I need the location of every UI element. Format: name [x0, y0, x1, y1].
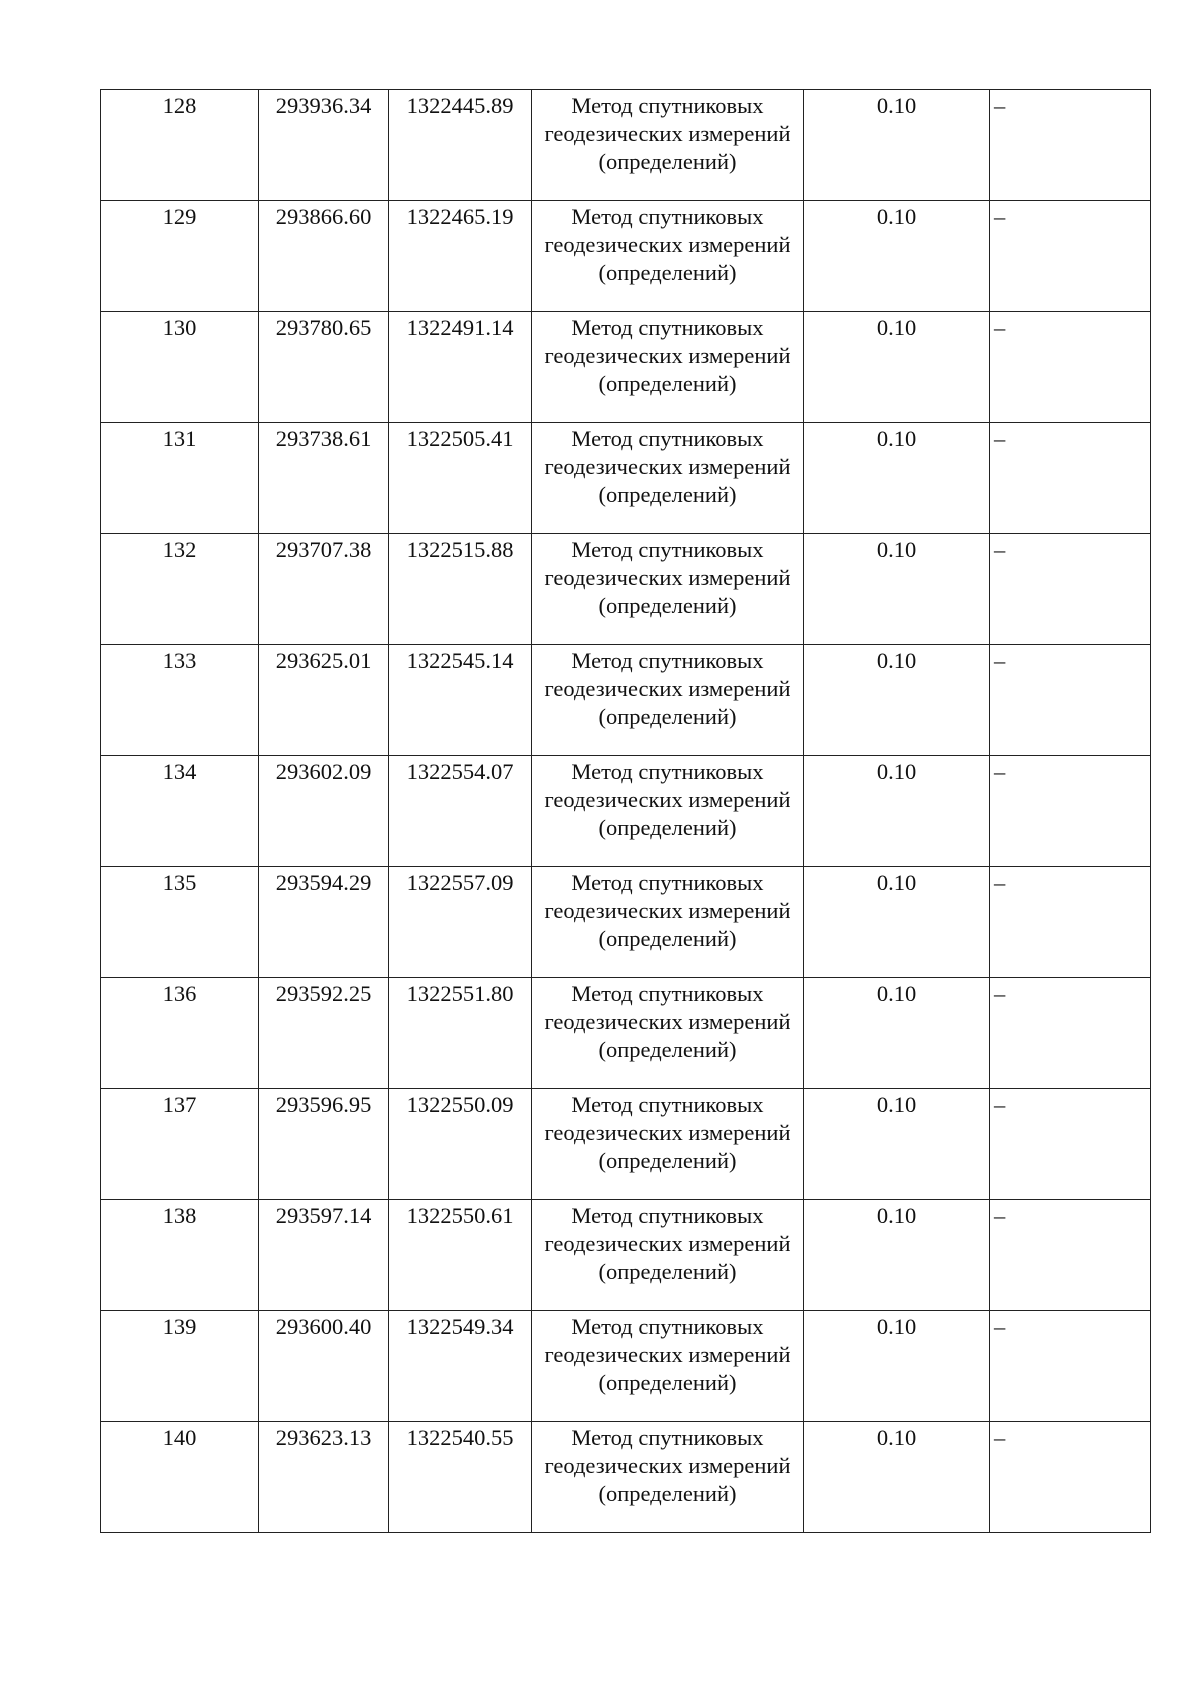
- point-number-cell: 137: [101, 1089, 259, 1200]
- table-row: [101, 1311, 1151, 1422]
- x-coordinate-cell: 293596.95: [259, 1089, 389, 1200]
- coordinates-table: [100, 89, 1151, 1533]
- accuracy-cell: 0.10: [804, 90, 990, 201]
- method-cell: Метод спутниковых геодезических измерений (определений): [532, 1200, 804, 1311]
- point-number-cell: 138: [101, 1200, 259, 1311]
- x-coordinate-cell: 293780.65: [259, 312, 389, 423]
- point-number-cell: 128: [101, 90, 259, 201]
- point-number-cell: 139: [101, 1311, 259, 1422]
- y-coordinate-cell: 1322445.89: [389, 90, 532, 201]
- method-cell: Метод спутниковых геодезических измерений (определений): [532, 756, 804, 867]
- table-row: [101, 423, 1151, 534]
- coordinates-table-body: [101, 90, 1151, 1533]
- accuracy-cell: 0.10: [804, 645, 990, 756]
- accuracy-cell: 0.10: [804, 1311, 990, 1422]
- method-cell: Метод спутниковых геодезических измерений (определений): [532, 867, 804, 978]
- table-row: [101, 1200, 1151, 1311]
- y-coordinate-cell: 1322551.80: [389, 978, 532, 1089]
- accuracy-cell: 0.10: [804, 867, 990, 978]
- table-row: [101, 312, 1151, 423]
- description-cell: –: [990, 756, 1151, 867]
- accuracy-cell: 0.10: [804, 978, 990, 1089]
- description-cell: –: [990, 1422, 1151, 1533]
- point-number-cell: 135: [101, 867, 259, 978]
- accuracy-cell: 0.10: [804, 1200, 990, 1311]
- y-coordinate-cell: 1322515.88: [389, 534, 532, 645]
- description-cell: –: [990, 1200, 1151, 1311]
- description-cell: –: [990, 534, 1151, 645]
- accuracy-cell: 0.10: [804, 534, 990, 645]
- point-number-cell: 130: [101, 312, 259, 423]
- point-number-cell: 129: [101, 201, 259, 312]
- y-coordinate-cell: 1322549.34: [389, 1311, 532, 1422]
- description-cell: –: [990, 423, 1151, 534]
- description-cell: –: [990, 1089, 1151, 1200]
- description-cell: –: [990, 867, 1151, 978]
- point-number-cell: 140: [101, 1422, 259, 1533]
- point-number-cell: 131: [101, 423, 259, 534]
- table-row: [101, 867, 1151, 978]
- method-cell: Метод спутниковых геодезических измерений (определений): [532, 1311, 804, 1422]
- x-coordinate-cell: 293602.09: [259, 756, 389, 867]
- accuracy-cell: 0.10: [804, 756, 990, 867]
- method-cell: Метод спутниковых геодезических измерений (определений): [532, 978, 804, 1089]
- y-coordinate-cell: 1322491.14: [389, 312, 532, 423]
- accuracy-cell: 0.10: [804, 1422, 990, 1533]
- y-coordinate-cell: 1322550.61: [389, 1200, 532, 1311]
- y-coordinate-cell: 1322550.09: [389, 1089, 532, 1200]
- method-cell: Метод спутниковых геодезических измерений (определений): [532, 312, 804, 423]
- x-coordinate-cell: 293623.13: [259, 1422, 389, 1533]
- description-cell: –: [990, 645, 1151, 756]
- point-number-cell: 133: [101, 645, 259, 756]
- x-coordinate-cell: 293600.40: [259, 1311, 389, 1422]
- x-coordinate-cell: 293738.61: [259, 423, 389, 534]
- x-coordinate-cell: 293625.01: [259, 645, 389, 756]
- y-coordinate-cell: 1322540.55: [389, 1422, 532, 1533]
- method-cell: Метод спутниковых геодезических измерений (определений): [532, 423, 804, 534]
- x-coordinate-cell: 293592.25: [259, 978, 389, 1089]
- table-row: [101, 201, 1151, 312]
- table-row: [101, 1089, 1151, 1200]
- description-cell: –: [990, 1311, 1151, 1422]
- point-number-cell: 136: [101, 978, 259, 1089]
- y-coordinate-cell: 1322545.14: [389, 645, 532, 756]
- table-row: [101, 978, 1151, 1089]
- accuracy-cell: 0.10: [804, 423, 990, 534]
- point-number-cell: 132: [101, 534, 259, 645]
- y-coordinate-cell: 1322554.07: [389, 756, 532, 867]
- description-cell: –: [990, 978, 1151, 1089]
- accuracy-cell: 0.10: [804, 312, 990, 423]
- method-cell: Метод спутниковых геодезических измерений (определений): [532, 201, 804, 312]
- description-cell: –: [990, 201, 1151, 312]
- table-row: [101, 90, 1151, 201]
- point-number-cell: 134: [101, 756, 259, 867]
- y-coordinate-cell: 1322557.09: [389, 867, 532, 978]
- method-cell: Метод спутниковых геодезических измерений (определений): [532, 534, 804, 645]
- table-row: [101, 1422, 1151, 1533]
- method-cell: Метод спутниковых геодезических измерений (определений): [532, 645, 804, 756]
- x-coordinate-cell: 293936.34: [259, 90, 389, 201]
- table-row: [101, 534, 1151, 645]
- x-coordinate-cell: 293707.38: [259, 534, 389, 645]
- accuracy-cell: 0.10: [804, 201, 990, 312]
- table-row: [101, 756, 1151, 867]
- x-coordinate-cell: 293866.60: [259, 201, 389, 312]
- accuracy-cell: 0.10: [804, 1089, 990, 1200]
- method-cell: Метод спутниковых геодезических измерений (определений): [532, 1089, 804, 1200]
- description-cell: –: [990, 312, 1151, 423]
- x-coordinate-cell: 293594.29: [259, 867, 389, 978]
- method-cell: Метод спутниковых геодезических измерений (определений): [532, 90, 804, 201]
- method-cell: Метод спутниковых геодезических измерений (определений): [532, 1422, 804, 1533]
- y-coordinate-cell: 1322465.19: [389, 201, 532, 312]
- table-row: [101, 645, 1151, 756]
- description-cell: –: [990, 90, 1151, 201]
- x-coordinate-cell: 293597.14: [259, 1200, 389, 1311]
- y-coordinate-cell: 1322505.41: [389, 423, 532, 534]
